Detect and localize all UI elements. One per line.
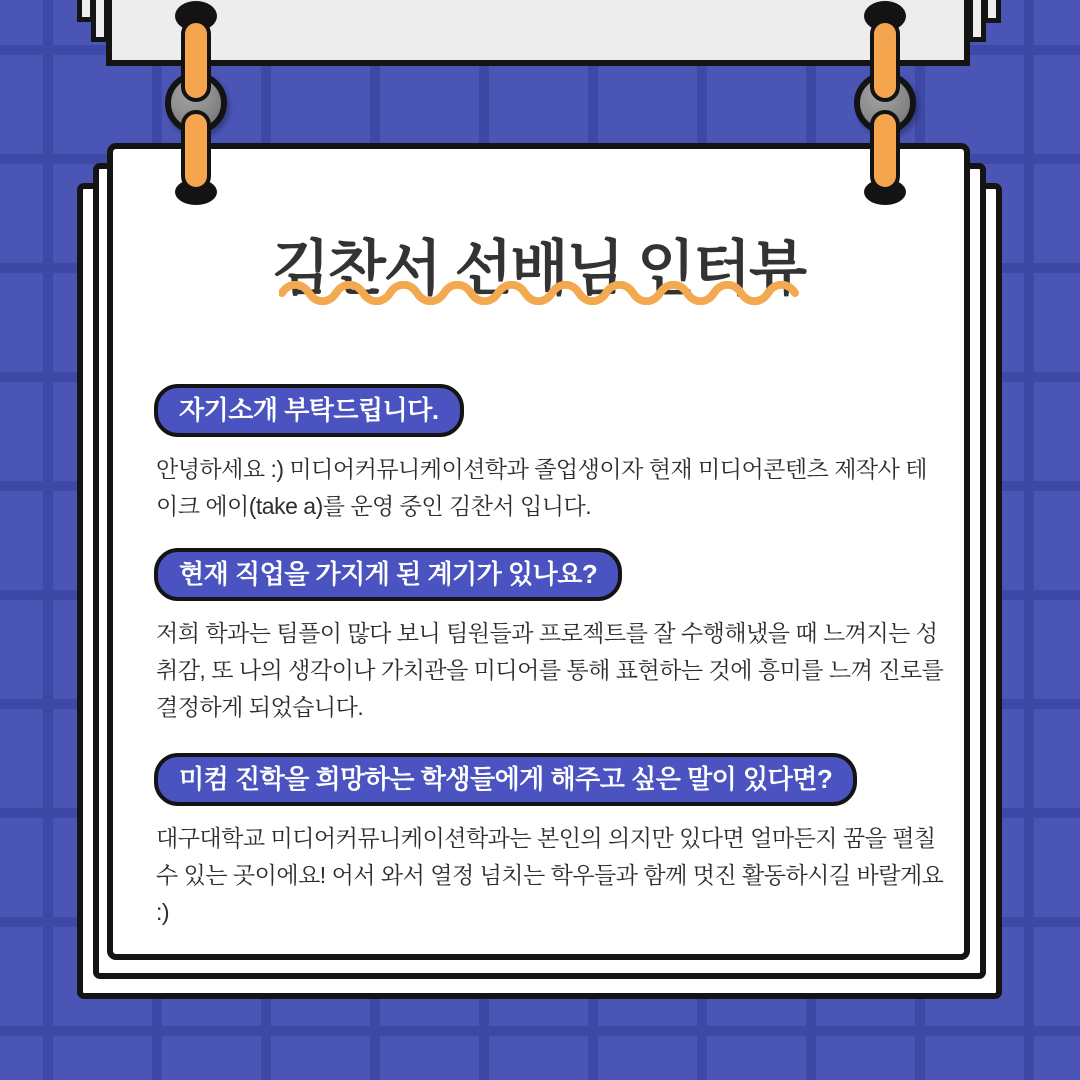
answer-text: 저희 학과는 팀플이 많다 보니 팀원들과 프로젝트를 잘 수행해냈을 때 느껴지는 성취감, 또 나의 생각이나 가치관을 미디어를 통해 표현하는 것에 흥미를 느껴 진로를 결정하게 되었습니다. [156, 620, 944, 720]
question-text: 미컴 진학을 희망하는 학생들에게 해주고 싶은 말이 있다면? [179, 764, 833, 794]
qa-section-2 [154, 548, 944, 726]
question-pill [154, 753, 857, 806]
ring-rod-top-icon [870, 19, 900, 102]
question-pill [154, 384, 464, 437]
ring-rod-bottom-icon [181, 110, 211, 191]
ring-rod-top-icon [181, 19, 211, 102]
question-text: 현재 직업을 가지게 된 계기가 있나요? [179, 559, 598, 589]
top-page-edge-far-right [983, 0, 1001, 23]
qa-section-1 [154, 384, 944, 525]
answer-text: 안녕하세요 :) 미디어커뮤니케이션학과 졸업생이자 현재 미디어콘텐츠 제작사 테이크 에이(take a)를 운영 중인 김찬서 입니다. [156, 456, 927, 519]
qa-section-3 [154, 753, 944, 931]
question-pill [154, 548, 622, 601]
page-title: 김찬서 선배님 인터뷰 [272, 235, 805, 303]
interview-card [107, 143, 970, 960]
top-flipped-page [106, 0, 970, 66]
question-text: 자기소개 부탁드립니다. [179, 395, 439, 425]
ring-rod-bottom-icon [870, 110, 900, 191]
wavy-underline-decoration [279, 281, 799, 305]
answer-text: 대구대학교 미디어커뮤니케이션학과는 본인의 의지만 있다면 얼마든지 꿈을 펼칠 수 있는 곳이에요! 어서 와서 열정 넘치는 학우들과 함께 멋진 활동하시길 바랄게요 :) [156, 825, 944, 925]
